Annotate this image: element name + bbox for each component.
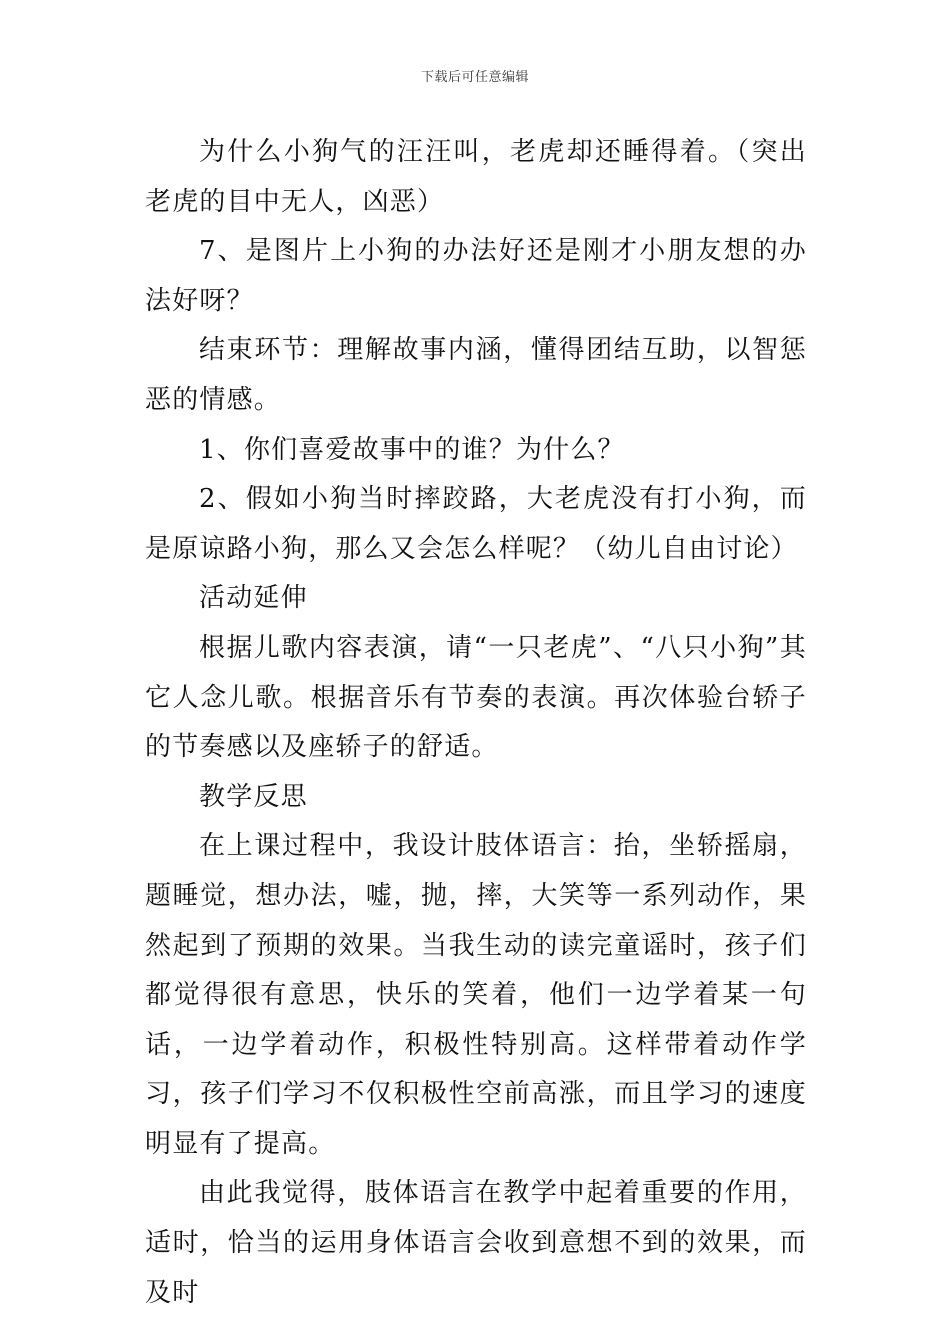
- paragraph: 根据儿歌内容表演，请“一只老虎”、“八只小狗”其它人念儿歌。根据音乐有节奏的表演。再次体验台轿子的节奏感以及座轿子的舒适。: [145, 632, 807, 763]
- paragraph: 结束环节：理解故事内涵，懂得团结互助，以智惩恶的情感。: [145, 335, 807, 415]
- body-text: [145, 128, 807, 1318]
- section-heading: 教学反思: [199, 781, 308, 812]
- paragraph: 为什么小狗气的汪汪叫，老虎却还睡得着。（突出老虎的目中无人，凶恶）: [145, 137, 807, 217]
- paragraph: 在上课过程中，我设计肢体语言：抬，坐轿摇扇，题睡觉，想办法，嘘，抛，摔，大笑等一系列动作，果然起到了预期的效果。当我生动的读完童谣时，孩子们都觉得很有意思，快乐的笑着，他们一边学着某一句话，一边学着动作，积极性特别高。这样带着动作学习，孩子们学习不仅积极性空前高涨，而且学习的速度明显有了提高。: [145, 831, 807, 1159]
- paragraph: 2、假如小狗当时摔跤路，大老虎没有打小狗，而是原谅路小狗，那么又会怎么样呢？（幼儿自由讨论）: [145, 484, 807, 564]
- paragraph: 1、你们喜爱故事中的谁？为什么？: [199, 434, 625, 465]
- section-heading: 活动延伸: [199, 583, 308, 614]
- header-note: 下载后可任意编辑: [420, 70, 529, 85]
- paragraph: 由此我觉得，肢体语言在教学中起着重要的作用，适时，恰当的运用身体语言会收到意想不到的效果，而及时: [145, 1178, 807, 1308]
- paragraph: 7、是图片上小狗的办法好还是刚才小朋友想的办法好呀？: [145, 236, 807, 316]
